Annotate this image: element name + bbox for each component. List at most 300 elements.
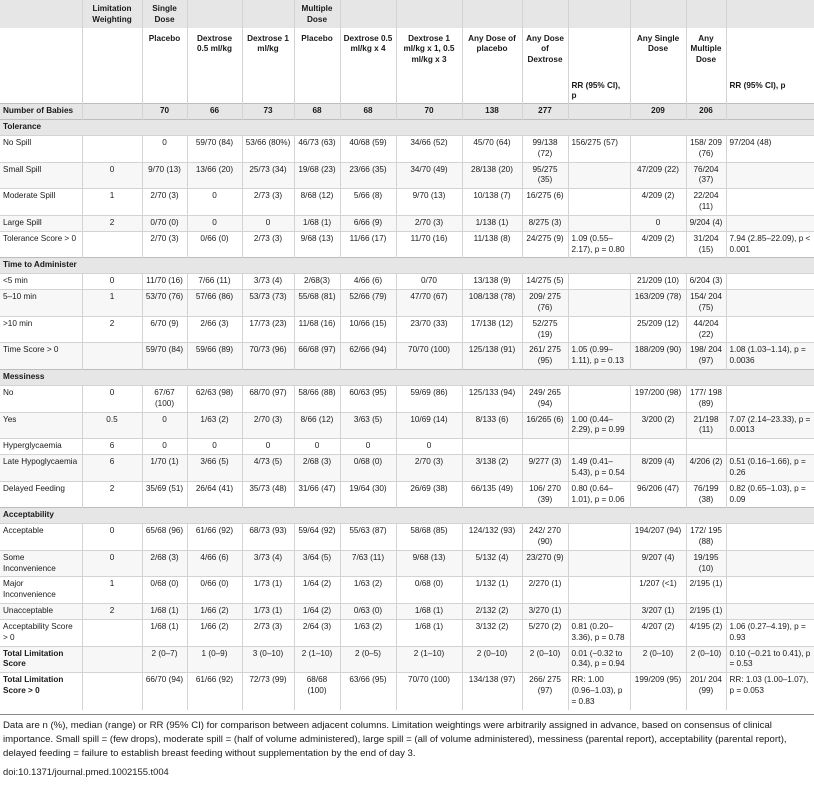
table-cell: [242, 0, 294, 28]
table-cell: 1/138 (1): [462, 215, 522, 231]
table-cell: 9/68 (13): [294, 231, 340, 258]
table-cell: 1.49 (0.41–5.43), p = 0.54: [568, 455, 630, 482]
table-cell: 1/64 (2): [294, 577, 340, 604]
table-cell: 0/63 (0): [340, 604, 396, 620]
table-cell: Single Dose: [142, 0, 187, 28]
table-cell: 99/138 (72): [522, 135, 568, 162]
table-cell: Multiple Dose: [294, 0, 340, 28]
table-cell: 0: [82, 524, 142, 551]
table-cell: [726, 290, 814, 317]
table-cell: 24/275 (9): [522, 231, 568, 258]
table-cell: 2/68 (3): [142, 550, 187, 577]
table-cell: 2/73 (3): [242, 619, 294, 646]
table-cell: 8/133 (6): [462, 412, 522, 439]
table-cell: 197/200 (98): [630, 385, 686, 412]
table-cell: Any Single Dose: [630, 28, 686, 80]
table-cell: 47/70 (67): [396, 290, 462, 317]
table-cell: 249/ 265 (94): [522, 385, 568, 412]
table-cell: 66/70 (94): [142, 673, 187, 710]
table-cell: 66: [187, 104, 242, 120]
table-cell: [568, 577, 630, 604]
table-cell: 2/195 (1): [686, 604, 726, 620]
table-row: [0, 231, 814, 258]
table-cell: 70: [396, 104, 462, 120]
table-cell: [726, 577, 814, 604]
table-cell: 68/68 (100): [294, 673, 340, 710]
table-cell: 0.01 (−0.32 to 0.34), p = 0.94: [568, 646, 630, 673]
table-cell: 70/70 (100): [396, 673, 462, 710]
table-cell: 0: [396, 439, 462, 455]
table-cell: [187, 80, 242, 104]
table-cell: Dextrose 1 ml/kg: [242, 28, 294, 80]
table-cell: Any Multiple Dose: [686, 28, 726, 80]
table-cell: 6/70 (9): [142, 316, 187, 343]
table-cell: 7.07 (2.14–23.33), p = 0.0013: [726, 412, 814, 439]
table-cell: 2/68 (3): [294, 455, 340, 482]
table-cell: 4/209 (2): [630, 189, 686, 216]
table-cell: [522, 0, 568, 28]
table-cell: 0/68 (0): [340, 455, 396, 482]
table-cell: 0: [630, 215, 686, 231]
table-cell: [568, 274, 630, 290]
table-cell: 3/138 (2): [462, 455, 522, 482]
table-row: [0, 481, 814, 508]
table-cell: 11/70 (16): [396, 231, 462, 258]
table-cell: 1/68 (1): [396, 619, 462, 646]
table-cell: 0.10 (−0.21 to 0.41), p = 0.53: [726, 646, 814, 673]
table-cell: 19/64 (30): [340, 481, 396, 508]
table-cell: 5/66 (8): [340, 189, 396, 216]
table-cell: 9/207 (4): [630, 550, 686, 577]
table-cell: 21/198 (11): [686, 412, 726, 439]
table-cell: 3/73 (4): [242, 550, 294, 577]
table-cell: 14/275 (5): [522, 274, 568, 290]
table-cell: 2: [82, 481, 142, 508]
table-cell: 58/68 (85): [396, 524, 462, 551]
table-cell: 108/138 (78): [462, 290, 522, 317]
table-cell: 2: [82, 215, 142, 231]
table-row: [0, 135, 814, 162]
table-cell: 1.08 (1.03–1.14), p = 0.0036: [726, 343, 814, 370]
table-cell: [568, 604, 630, 620]
table-cell: 3/207 (1): [630, 604, 686, 620]
table-cell: Unacceptable: [0, 604, 82, 620]
table-cell: Moderate Spill: [0, 189, 82, 216]
table-cell: 11/66 (17): [340, 231, 396, 258]
table-row: [0, 673, 814, 710]
table-cell: [82, 646, 142, 673]
table-cell: 1: [82, 189, 142, 216]
table-row: [0, 577, 814, 604]
table-cell: 0.5: [82, 412, 142, 439]
table-cell: 9/204 (4): [686, 215, 726, 231]
number-of-babies-row: [0, 104, 814, 120]
table-cell: 10/69 (14): [396, 412, 462, 439]
table-cell: Acceptable: [0, 524, 82, 551]
table-cell: 199/209 (95): [630, 673, 686, 710]
section-header-row: [0, 258, 814, 274]
table-cell: 23/66 (35): [340, 162, 396, 189]
table-cell: 40/68 (59): [340, 135, 396, 162]
table-cell: Yes: [0, 412, 82, 439]
table-cell: 0/70: [396, 274, 462, 290]
table-cell: 8/209 (4): [630, 455, 686, 482]
table-cell: 62/63 (98): [187, 385, 242, 412]
table-cell: [0, 0, 82, 28]
table-cell: 96/206 (47): [630, 481, 686, 508]
table-cell: Any Dose of Dextrose: [522, 28, 568, 80]
table-cell: 60/63 (95): [340, 385, 396, 412]
table-cell: 21/209 (10): [630, 274, 686, 290]
header-row-groups: [0, 0, 814, 28]
table-cell: 31/66 (47): [294, 481, 340, 508]
table-cell: [142, 80, 187, 104]
table-cell: [82, 135, 142, 162]
table-cell: 242/ 270 (90): [522, 524, 568, 551]
table-cell: Limitation Weighting: [82, 0, 142, 28]
doi-label: doi:10.1371/journal.pmed.1002155.t004: [3, 766, 169, 778]
table-cell: 209/ 275 (76): [522, 290, 568, 317]
table-cell: 2/73 (3): [242, 189, 294, 216]
table-cell: 23/270 (9): [522, 550, 568, 577]
table-cell: 0/68 (0): [142, 577, 187, 604]
table-row: [0, 343, 814, 370]
table-cell: [568, 162, 630, 189]
table-cell: 106/ 270 (39): [522, 481, 568, 508]
table-cell: [568, 316, 630, 343]
table-row: [0, 385, 814, 412]
table-cell: 63/66 (95): [340, 673, 396, 710]
table-row: [0, 550, 814, 577]
table-cell: 266/ 275 (97): [522, 673, 568, 710]
table-cell: [568, 28, 630, 80]
table-cell: [462, 439, 522, 455]
table-cell: 66/135 (49): [462, 481, 522, 508]
table-cell: 11/70 (16): [142, 274, 187, 290]
table-cell: 1/66 (2): [187, 619, 242, 646]
table-cell: 8/275 (3): [522, 215, 568, 231]
table-cell: Dextrose 0.5 ml/kg x 4: [340, 28, 396, 80]
table-cell: 17/138 (12): [462, 316, 522, 343]
table-cell: 13/66 (20): [187, 162, 242, 189]
table-cell: 1.06 (0.27–4.19), p = 0.93: [726, 619, 814, 646]
table-cell: 4/66 (6): [187, 550, 242, 577]
section-title: Time to Administer: [0, 258, 814, 274]
table-cell: [0, 80, 82, 104]
table-cell: 28/138 (20): [462, 162, 522, 189]
table-cell: 5/132 (4): [462, 550, 522, 577]
table-cell: 3/66 (5): [187, 455, 242, 482]
table-cell: 34/70 (49): [396, 162, 462, 189]
table-cell: 70/70 (100): [396, 343, 462, 370]
table-cell: 34/66 (52): [396, 135, 462, 162]
table-cell: 0: [142, 412, 187, 439]
table-cell: 4/207 (2): [630, 619, 686, 646]
table-cell: [726, 0, 814, 28]
table-cell: 55/68 (81): [294, 290, 340, 317]
table-cell: 0: [82, 385, 142, 412]
table-cell: 5–10 min: [0, 290, 82, 317]
table-row: [0, 604, 814, 620]
table-cell: 76/204 (37): [686, 162, 726, 189]
table-cell: 1/68 (1): [142, 604, 187, 620]
table-cell: Some Inconvenience: [0, 550, 82, 577]
table-cell: 134/138 (97): [462, 673, 522, 710]
table-cell: [82, 343, 142, 370]
table-cell: Tolerance Score > 0: [0, 231, 82, 258]
table-cell: 62/66 (94): [340, 343, 396, 370]
table-cell: 70/73 (96): [242, 343, 294, 370]
table-cell: Major Inconvenience: [0, 577, 82, 604]
table-cell: 2/195 (1): [686, 577, 726, 604]
table-cell: 0: [142, 135, 187, 162]
table-cell: 3/63 (5): [340, 412, 396, 439]
table-row: [0, 215, 814, 231]
table-cell: 138: [462, 104, 522, 120]
table-cell: Large Spill: [0, 215, 82, 231]
table-cell: 2/270 (1): [522, 577, 568, 604]
table-cell: 2 (0–5): [340, 646, 396, 673]
table-cell: 2/70 (3): [142, 231, 187, 258]
table-row: [0, 189, 814, 216]
table-cell: 1/64 (2): [294, 604, 340, 620]
table-cell: No Spill: [0, 135, 82, 162]
table-cell: 125/138 (91): [462, 343, 522, 370]
table-cell: 1: [82, 290, 142, 317]
table-cell: 1/70 (1): [142, 455, 187, 482]
table-cell: 55/63 (87): [340, 524, 396, 551]
table-cell: 57/66 (86): [187, 290, 242, 317]
table-cell: [726, 104, 814, 120]
table-cell: 0: [242, 439, 294, 455]
table-cell: 59/66 (89): [187, 343, 242, 370]
table-cell: 6/66 (9): [340, 215, 396, 231]
table-cell: 65/68 (96): [142, 524, 187, 551]
table-cell: [242, 80, 294, 104]
table-cell: 124/132 (93): [462, 524, 522, 551]
table-cell: 2/66 (3): [187, 316, 242, 343]
table-cell: 201/ 204 (99): [686, 673, 726, 710]
table-cell: 2/70 (3): [396, 455, 462, 482]
table-cell: 277: [522, 104, 568, 120]
table-cell: 0: [187, 189, 242, 216]
table-cell: 59/64 (92): [294, 524, 340, 551]
table-cell: 3/64 (5): [294, 550, 340, 577]
table-cell: [568, 385, 630, 412]
table-cell: 35/73 (48): [242, 481, 294, 508]
table-cell: 9/277 (3): [522, 455, 568, 482]
table-cell: 19/68 (23): [294, 162, 340, 189]
table-cell: 59/69 (86): [396, 385, 462, 412]
table-cell: [82, 231, 142, 258]
table-cell: 0: [187, 439, 242, 455]
table-cell: 53/66 (80%): [242, 135, 294, 162]
table-cell: [522, 439, 568, 455]
table-cell: 0: [82, 274, 142, 290]
table-row: [0, 455, 814, 482]
table-cell: [294, 80, 340, 104]
table-cell: 25/73 (34): [242, 162, 294, 189]
table-cell: 58/66 (88): [294, 385, 340, 412]
table-cell: 2/68(3): [294, 274, 340, 290]
table-cell: 1: [82, 577, 142, 604]
table-cell: Delayed Feeding: [0, 481, 82, 508]
table-cell: RR: 1.03 (1.00–1.07), p = 0.053: [726, 673, 814, 710]
table-cell: 1 (0–9): [187, 646, 242, 673]
table-cell: Acceptability Score > 0: [0, 619, 82, 646]
table-cell: 0.80 (0.64–1.01), p = 0.06: [568, 481, 630, 508]
table-cell: 0: [294, 439, 340, 455]
table-cell: 3 (0–10): [242, 646, 294, 673]
table-cell: 0/68 (0): [396, 577, 462, 604]
header-row-rr: [0, 80, 814, 104]
table-cell: 0: [82, 162, 142, 189]
table-cell: [568, 0, 630, 28]
table-cell: [726, 274, 814, 290]
table-cell: 7/66 (11): [187, 274, 242, 290]
table-cell: 0: [242, 215, 294, 231]
table-cell: [630, 80, 686, 104]
table-cell: 0.81 (0.20–3.36), p = 0.78: [568, 619, 630, 646]
section-title: Tolerance: [0, 120, 814, 136]
table-cell: Small Spill: [0, 162, 82, 189]
table-cell: 2 (0–7): [142, 646, 187, 673]
table-cell: 7.94 (2.85–22.09), p < 0.001: [726, 231, 814, 258]
table-cell: 2/64 (3): [294, 619, 340, 646]
table-cell: No: [0, 385, 82, 412]
table-cell: [686, 80, 726, 104]
table-cell: [568, 524, 630, 551]
table-cell: 2/132 (2): [462, 604, 522, 620]
table-row: [0, 439, 814, 455]
table-cell: 45/70 (64): [462, 135, 522, 162]
table-cell: 11/138 (8): [462, 231, 522, 258]
table-cell: [568, 550, 630, 577]
table-cell: >10 min: [0, 316, 82, 343]
table-cell: Hyperglycaemia: [0, 439, 82, 455]
table-cell: [726, 604, 814, 620]
table-cell: [568, 439, 630, 455]
table-cell: 59/70 (84): [142, 343, 187, 370]
table-cell: RR (95% CI), p: [568, 80, 630, 104]
table-cell: [82, 673, 142, 710]
table-cell: 2: [82, 604, 142, 620]
table-cell: 68/70 (97): [242, 385, 294, 412]
table-cell: 53/73 (73): [242, 290, 294, 317]
table-cell: [568, 189, 630, 216]
table-cell: 2 (0–10): [630, 646, 686, 673]
table-cell: 17/73 (23): [242, 316, 294, 343]
section-title: Messiness: [0, 370, 814, 386]
table-cell: Late Hypoglycaemia: [0, 455, 82, 482]
table-cell: Number of Babies: [0, 104, 82, 120]
table-cell: [340, 80, 396, 104]
table-cell: Dextrose 0.5 ml/kg: [187, 28, 242, 80]
table-cell: 22/204 (11): [686, 189, 726, 216]
table-cell: 97/204 (48): [726, 135, 814, 162]
table-cell: 76/199 (38): [686, 481, 726, 508]
table-row: [0, 524, 814, 551]
table-cell: [726, 316, 814, 343]
table-cell: 95/275 (35): [522, 162, 568, 189]
table-cell: [726, 215, 814, 231]
table-row: [0, 412, 814, 439]
table-cell: 1.09 (0.55–2.17), p = 0.80: [568, 231, 630, 258]
table-cell: 35/69 (51): [142, 481, 187, 508]
table-cell: 1/68 (1): [294, 215, 340, 231]
table-cell: 26/69 (38): [396, 481, 462, 508]
table-cell: [568, 290, 630, 317]
table-cell: 154/ 204 (75): [686, 290, 726, 317]
table-cell: 3/200 (2): [630, 412, 686, 439]
table-cell: 46/73 (63): [294, 135, 340, 162]
table-cell: 0.51 (0.16–1.66), p = 0.26: [726, 455, 814, 482]
table-cell: 1/63 (2): [340, 619, 396, 646]
section-header-row: [0, 120, 814, 136]
table-cell: 4/195 (2): [686, 619, 726, 646]
table-cell: [630, 439, 686, 455]
table-cell: 52/66 (79): [340, 290, 396, 317]
table-cell: [0, 28, 82, 80]
table-cell: [462, 0, 522, 28]
table-row: [0, 162, 814, 189]
table-cell: <5 min: [0, 274, 82, 290]
table-cell: 19/195 (10): [686, 550, 726, 577]
table-cell: 209: [630, 104, 686, 120]
table-cell: [726, 550, 814, 577]
table-cell: 2/73 (3): [242, 231, 294, 258]
table-cell: 2 (1–10): [396, 646, 462, 673]
table-cell: RR (95% CI), p: [726, 80, 814, 104]
table-cell: 6: [82, 439, 142, 455]
table-cell: [82, 619, 142, 646]
table-cell: 261/ 275 (95): [522, 343, 568, 370]
table-cell: [726, 524, 814, 551]
table-cell: 25/209 (12): [630, 316, 686, 343]
section-title: Acceptability: [0, 508, 814, 524]
table-cell: Time Score > 0: [0, 343, 82, 370]
table-cell: 2/70 (3): [142, 189, 187, 216]
table-cell: 61/66 (92): [187, 524, 242, 551]
table-cell: 8/68 (12): [294, 189, 340, 216]
table-cell: 68/73 (93): [242, 524, 294, 551]
table-cell: [462, 80, 522, 104]
table-cell: 53/70 (76): [142, 290, 187, 317]
table-cell: [630, 135, 686, 162]
table-cell: 73: [242, 104, 294, 120]
table-cell: 4/73 (5): [242, 455, 294, 482]
table-cell: 206: [686, 104, 726, 120]
table-cell: Total Limitation Score: [0, 646, 82, 673]
table-cell: 2/70 (3): [396, 215, 462, 231]
table-cell: 1/63 (2): [340, 577, 396, 604]
table-cell: 68: [340, 104, 396, 120]
table-footnote: Data are n (%), median (range) or RR (95% CI) for comparison between adjacent columns. Limitation weightings were arbitrarily assigned in advance, based on consensus of clinical importance. Small spill = (few drops), moderate spill = (half of volume administered), large spill = (all of volume administered), messiness (parental report), acceptability (parental report), delayed feeding = failure to establish breast feeding without supplementation by the end of day 3.: [0, 714, 814, 761]
table-cell: [726, 385, 814, 412]
table-cell: 1/68 (1): [142, 619, 187, 646]
table-cell: 1.00 (0.44–2.29), p = 0.99: [568, 412, 630, 439]
table-cell: 0/66 (0): [187, 577, 242, 604]
table-cell: [568, 215, 630, 231]
table-cell: [396, 80, 462, 104]
table-cell: [726, 439, 814, 455]
table-cell: 198/ 204 (97): [686, 343, 726, 370]
table-cell: 9/70 (13): [396, 189, 462, 216]
table-cell: 0: [142, 439, 187, 455]
table-cell: [396, 0, 462, 28]
table-row: [0, 274, 814, 290]
header-row-columns: [0, 28, 814, 80]
